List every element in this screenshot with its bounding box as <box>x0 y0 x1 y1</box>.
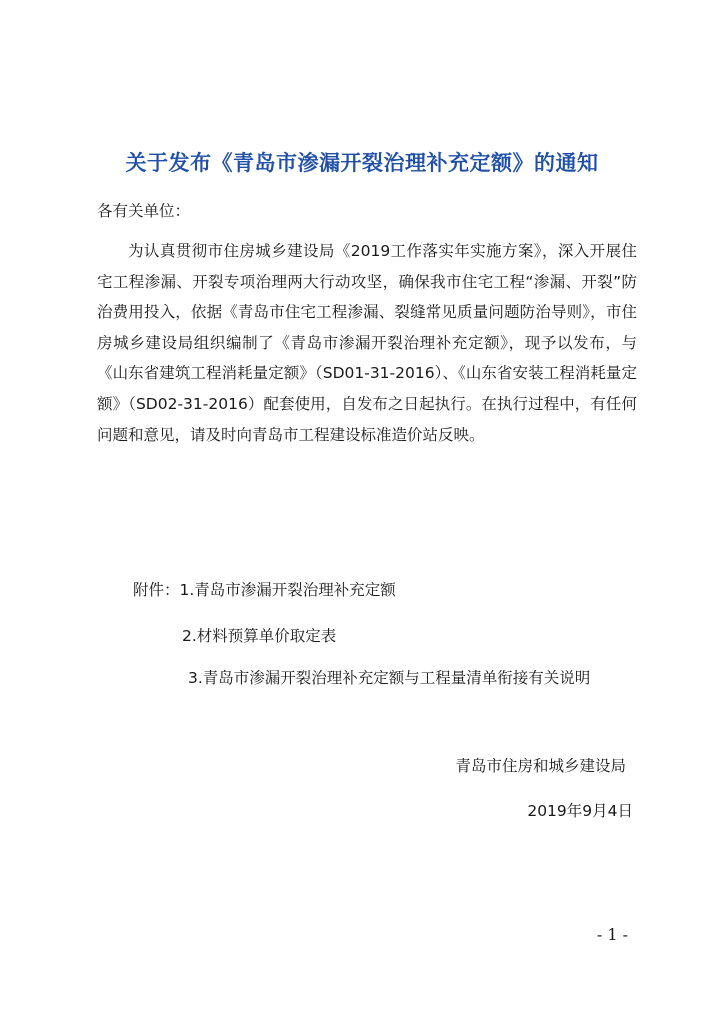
page-number: - 1 - <box>596 925 628 944</box>
salutation: 各有关单位： <box>97 202 191 220</box>
attachment-item-3: 3.青岛市渗漏开裂治理补充定额与工程量清单衔接有关说明 <box>188 669 591 687</box>
issue-date: 2019年9月4日 <box>527 802 633 820</box>
body-paragraph: 为认真贯彻市住房城乡建设局《2019工作落实年实施方案》，深入开展住宅工程渗漏、开裂专项治理两大行动攻坚，确保我市住宅工程“渗漏、开裂”防治费用投入，依据《青岛市住宅工程渗漏、裂缝常见质量问题防治导则》，市住房城乡建设局组织编制了《青岛市渗漏开裂治理补充定额》，现予以发布，与《山东省建筑工程消耗量定额》（SD01-31-2016）、《山东省安装工程消耗量定额》（SD02-31-2016）配套使用，自发布之日起执行。在执行过程中，有任何问题和意见，请及时向青岛市工程建设标准造价站反映。 <box>97 242 637 444</box>
attachment-item-2: 2.材料预算单价取定表 <box>182 627 337 645</box>
attachment-item-1: 附件：1.青岛市渗漏开裂治理补充定额 <box>133 581 396 599</box>
issuer-signature: 青岛市住房和城乡建设局 <box>455 757 626 775</box>
document-title: 关于发布《青岛市渗漏开裂治理补充定额》的通知 <box>125 151 599 175</box>
